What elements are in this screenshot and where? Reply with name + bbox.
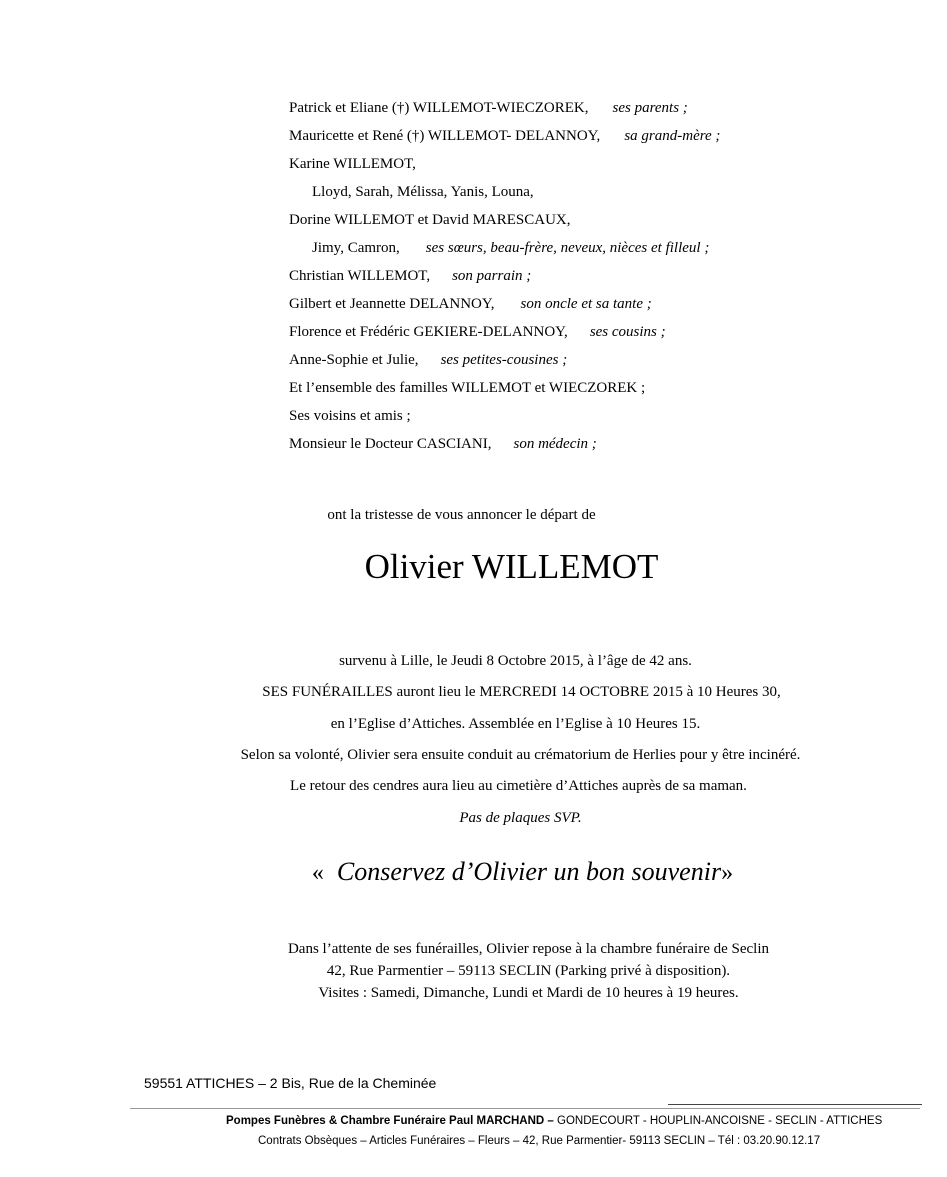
family-names: Anne-Sophie et Julie, — [289, 352, 419, 368]
family-role: son oncle et sa tante ; — [520, 296, 652, 312]
quote-open-mark: « — [311, 860, 324, 886]
deceased-name: Olivier WILLEMOT — [364, 547, 659, 586]
family-role: ses petites-cousines ; — [440, 352, 568, 368]
family-names: Gilbert et Jeannette DELANNOY, — [289, 296, 495, 312]
family-line-neighbours — [289, 407, 411, 425]
family-names: Karine WILLEMOT, — [289, 156, 416, 172]
footer-company-towns: GONDECOURT - HOUPLIN-ANCOISNE - SECLIN - ATTICHES — [553, 1115, 883, 1127]
family-names: Monsieur le Docteur CASCIANI, — [289, 436, 492, 452]
family-line-karine-children — [312, 183, 534, 201]
family-names: Patrick et Eliane (†) WILLEMOT-WIECZOREK, — [289, 100, 589, 116]
quote-text: Conservez d’Olivier un bon souvenir — [336, 857, 722, 886]
family-names: Jimy, Camron, — [312, 240, 400, 256]
detail-line-death: survenu à Lille, le Jeudi 8 Octobre 2015, à l’âge de 42 ans. — [339, 653, 692, 669]
no-plaques-note: Pas de plaques SVP. — [459, 810, 582, 826]
family-role: ses sœurs, beau-frère, neveux, nièces et filleul ; — [425, 240, 710, 256]
detail-line-funeral: SES FUNÉRAILLES auront lieu le MERCREDI 14 OCTOBRE 2015 à 10 Heures 30, — [262, 684, 781, 700]
family-role: son parrain ; — [452, 268, 532, 284]
family-role: ses parents ; — [612, 100, 688, 116]
family-names: Ses voisins et amis ; — [289, 408, 411, 424]
visitation-line-rest: Dans l’attente de ses funérailles, Olivier repose à la chambre funéraire de Seclin — [287, 941, 770, 957]
detail-line-cremation: Selon sa volonté, Olivier sera ensuite conduit au crématorium de Herlies pour y être incinéré. — [240, 747, 801, 763]
footer-divider-short — [668, 1104, 922, 1105]
family-role: ses cousins ; — [589, 324, 666, 340]
footer-services: Contrats Obsèques – Articles Funéraires – Fleurs – 42, Rue Parmentier- 59113 SECLIN – Tél : 03.20.90.12.17 — [258, 1135, 821, 1147]
family-line-parents — [289, 99, 688, 117]
family-names: Dorine WILLEMOT et David MARESCAUX, — [289, 212, 571, 228]
family-names: Et l’ensemble des familles WILLEMOT et WIECZOREK ; — [289, 380, 646, 396]
family-role: son médecin ; — [513, 436, 597, 452]
family-names: Christian WILLEMOT, — [289, 268, 431, 284]
footer-address: 59551 ATTICHES – 2 Bis, Rue de la Cheminée — [144, 1075, 437, 1091]
remembrance-quote — [49, 857, 947, 888]
family-names: Mauricette et René (†) WILLEMOT- DELANNOY, — [289, 128, 601, 144]
visitation-line-hours: Visites : Samedi, Dimanche, Lundi et Mardi de 10 heures à 19 heures. — [318, 985, 739, 1001]
family-line-dorine — [289, 211, 571, 229]
detail-line-church: en l’Eglise d’Attiches. Assemblée en l’Eglise à 10 Heures 15. — [330, 716, 701, 732]
family-line-dorine-children — [312, 239, 709, 257]
family-line-karine — [289, 155, 416, 173]
family-line-families — [289, 379, 645, 397]
family-names: Lloyd, Sarah, Mélissa, Yanis, Louna, — [312, 184, 534, 200]
footer-company — [226, 1114, 882, 1128]
quote-close-mark: » — [721, 860, 734, 886]
detail-line-ashes: Le retour des cendres aura lieu au cimetière d’Attiches auprès de sa maman. — [290, 778, 747, 794]
footer-company-name: Pompes Funèbres & Chambre Funéraire Paul MARCHAND – — [226, 1115, 554, 1127]
family-line-cousins — [289, 323, 666, 341]
visitation-line-address: 42, Rue Parmentier – 59113 SECLIN (Parking privé à disposition). — [326, 963, 731, 979]
family-line-uncle-aunt — [289, 295, 652, 313]
family-line-grandmother — [289, 127, 720, 145]
family-line-godfather — [289, 267, 531, 285]
family-line-doctor — [289, 435, 597, 453]
family-role: sa grand-mère ; — [624, 128, 721, 144]
announcement-intro: ont la tristesse de vous annoncer le départ de — [327, 507, 596, 523]
family-names: Florence et Frédéric GEKIERE-DELANNOY, — [289, 324, 568, 340]
footer-divider — [130, 1108, 920, 1109]
family-line-second-cousins — [289, 351, 567, 369]
